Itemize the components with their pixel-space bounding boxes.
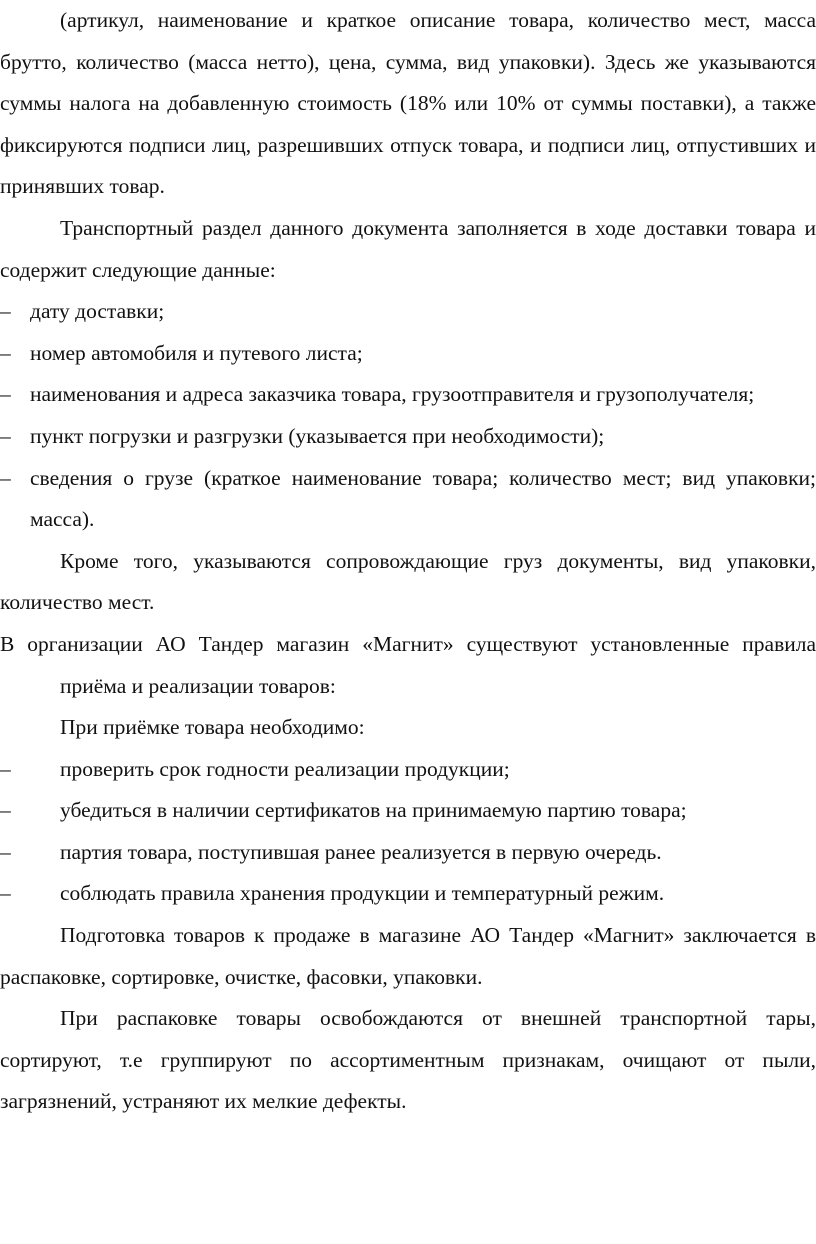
list-item: – партия товара, поступившая ранее реализуется в первую очередь. xyxy=(0,832,816,874)
list-item: – проверить срок годности реализации продукции; xyxy=(0,749,816,791)
paragraph-unpacking: При распаковке товары освобождаются от внешней транспортной тары, сортируют, т.е группируют по ассортиментным признакам, очищают от пыли, загрязнений, устраняют их мелкие дефекты. xyxy=(0,1006,816,1114)
dash-bullet: – xyxy=(0,881,11,906)
dash-bullet: – xyxy=(0,423,11,448)
dash-bullet: – xyxy=(0,465,11,490)
transport-data-list xyxy=(0,291,816,541)
dash-bullet: – xyxy=(0,382,11,407)
paragraph-acceptance-intro: При приёмке товара необходимо: xyxy=(60,715,365,740)
dash-bullet: – xyxy=(0,756,11,781)
list-item: – дату доставки; xyxy=(0,291,816,333)
dash-bullet: – xyxy=(0,798,11,823)
list-item: – соблюдать правила хранения продукции и температурный режим. xyxy=(0,873,816,915)
list-item: – номер автомобиля и путевого листа; xyxy=(0,333,816,375)
dash-bullet: – xyxy=(0,299,11,324)
paragraph-invoice-details: (артикул, наименование и краткое описание товара, количество мест, масса брутто, количество (масса нетто), цена, сумма, вид упаковки). Здесь же указываются суммы налога на добавленную стоимость (18% или 10% от суммы поставки), а также фиксируются подписи лиц, разрешивших отпуск товара, и подписи лиц, отпустивших и принявших товар. xyxy=(0,8,816,199)
paragraph-accompanying-docs: Кроме того, указываются сопровождающие груз документы, вид упаковки, количество мест. xyxy=(0,548,816,615)
paragraph-organization-rules: В организации АО Тандер магазин «Магнит» существуют установленные правила приёма и реализации товаров: xyxy=(0,631,816,698)
list-item: – пункт погрузки и разгрузки (указывается при необходимости); xyxy=(0,416,816,458)
list-item: – наименования и адреса заказчика товара, грузоотправителя и грузополучателя; xyxy=(0,374,816,416)
dash-bullet: – xyxy=(0,839,11,864)
paragraph-preparation: Подготовка товаров к продаже в магазине АО Тандер «Магнит» заключается в распаковке, сортировке, очистке, фасовки, упаковки. xyxy=(0,923,816,989)
paragraph-transport-section: Транспортный раздел данного документа заполняется в ходе доставки товара и содержит следующие данные: xyxy=(0,215,816,282)
dash-bullet: – xyxy=(0,340,11,365)
list-item: – сведения о грузе (краткое наименование товара; количество мест; вид упаковки; масса). xyxy=(0,458,816,541)
acceptance-rules-list xyxy=(0,749,816,915)
list-item: – убедиться в наличии сертификатов на принимаемую партию товара; xyxy=(0,790,816,832)
